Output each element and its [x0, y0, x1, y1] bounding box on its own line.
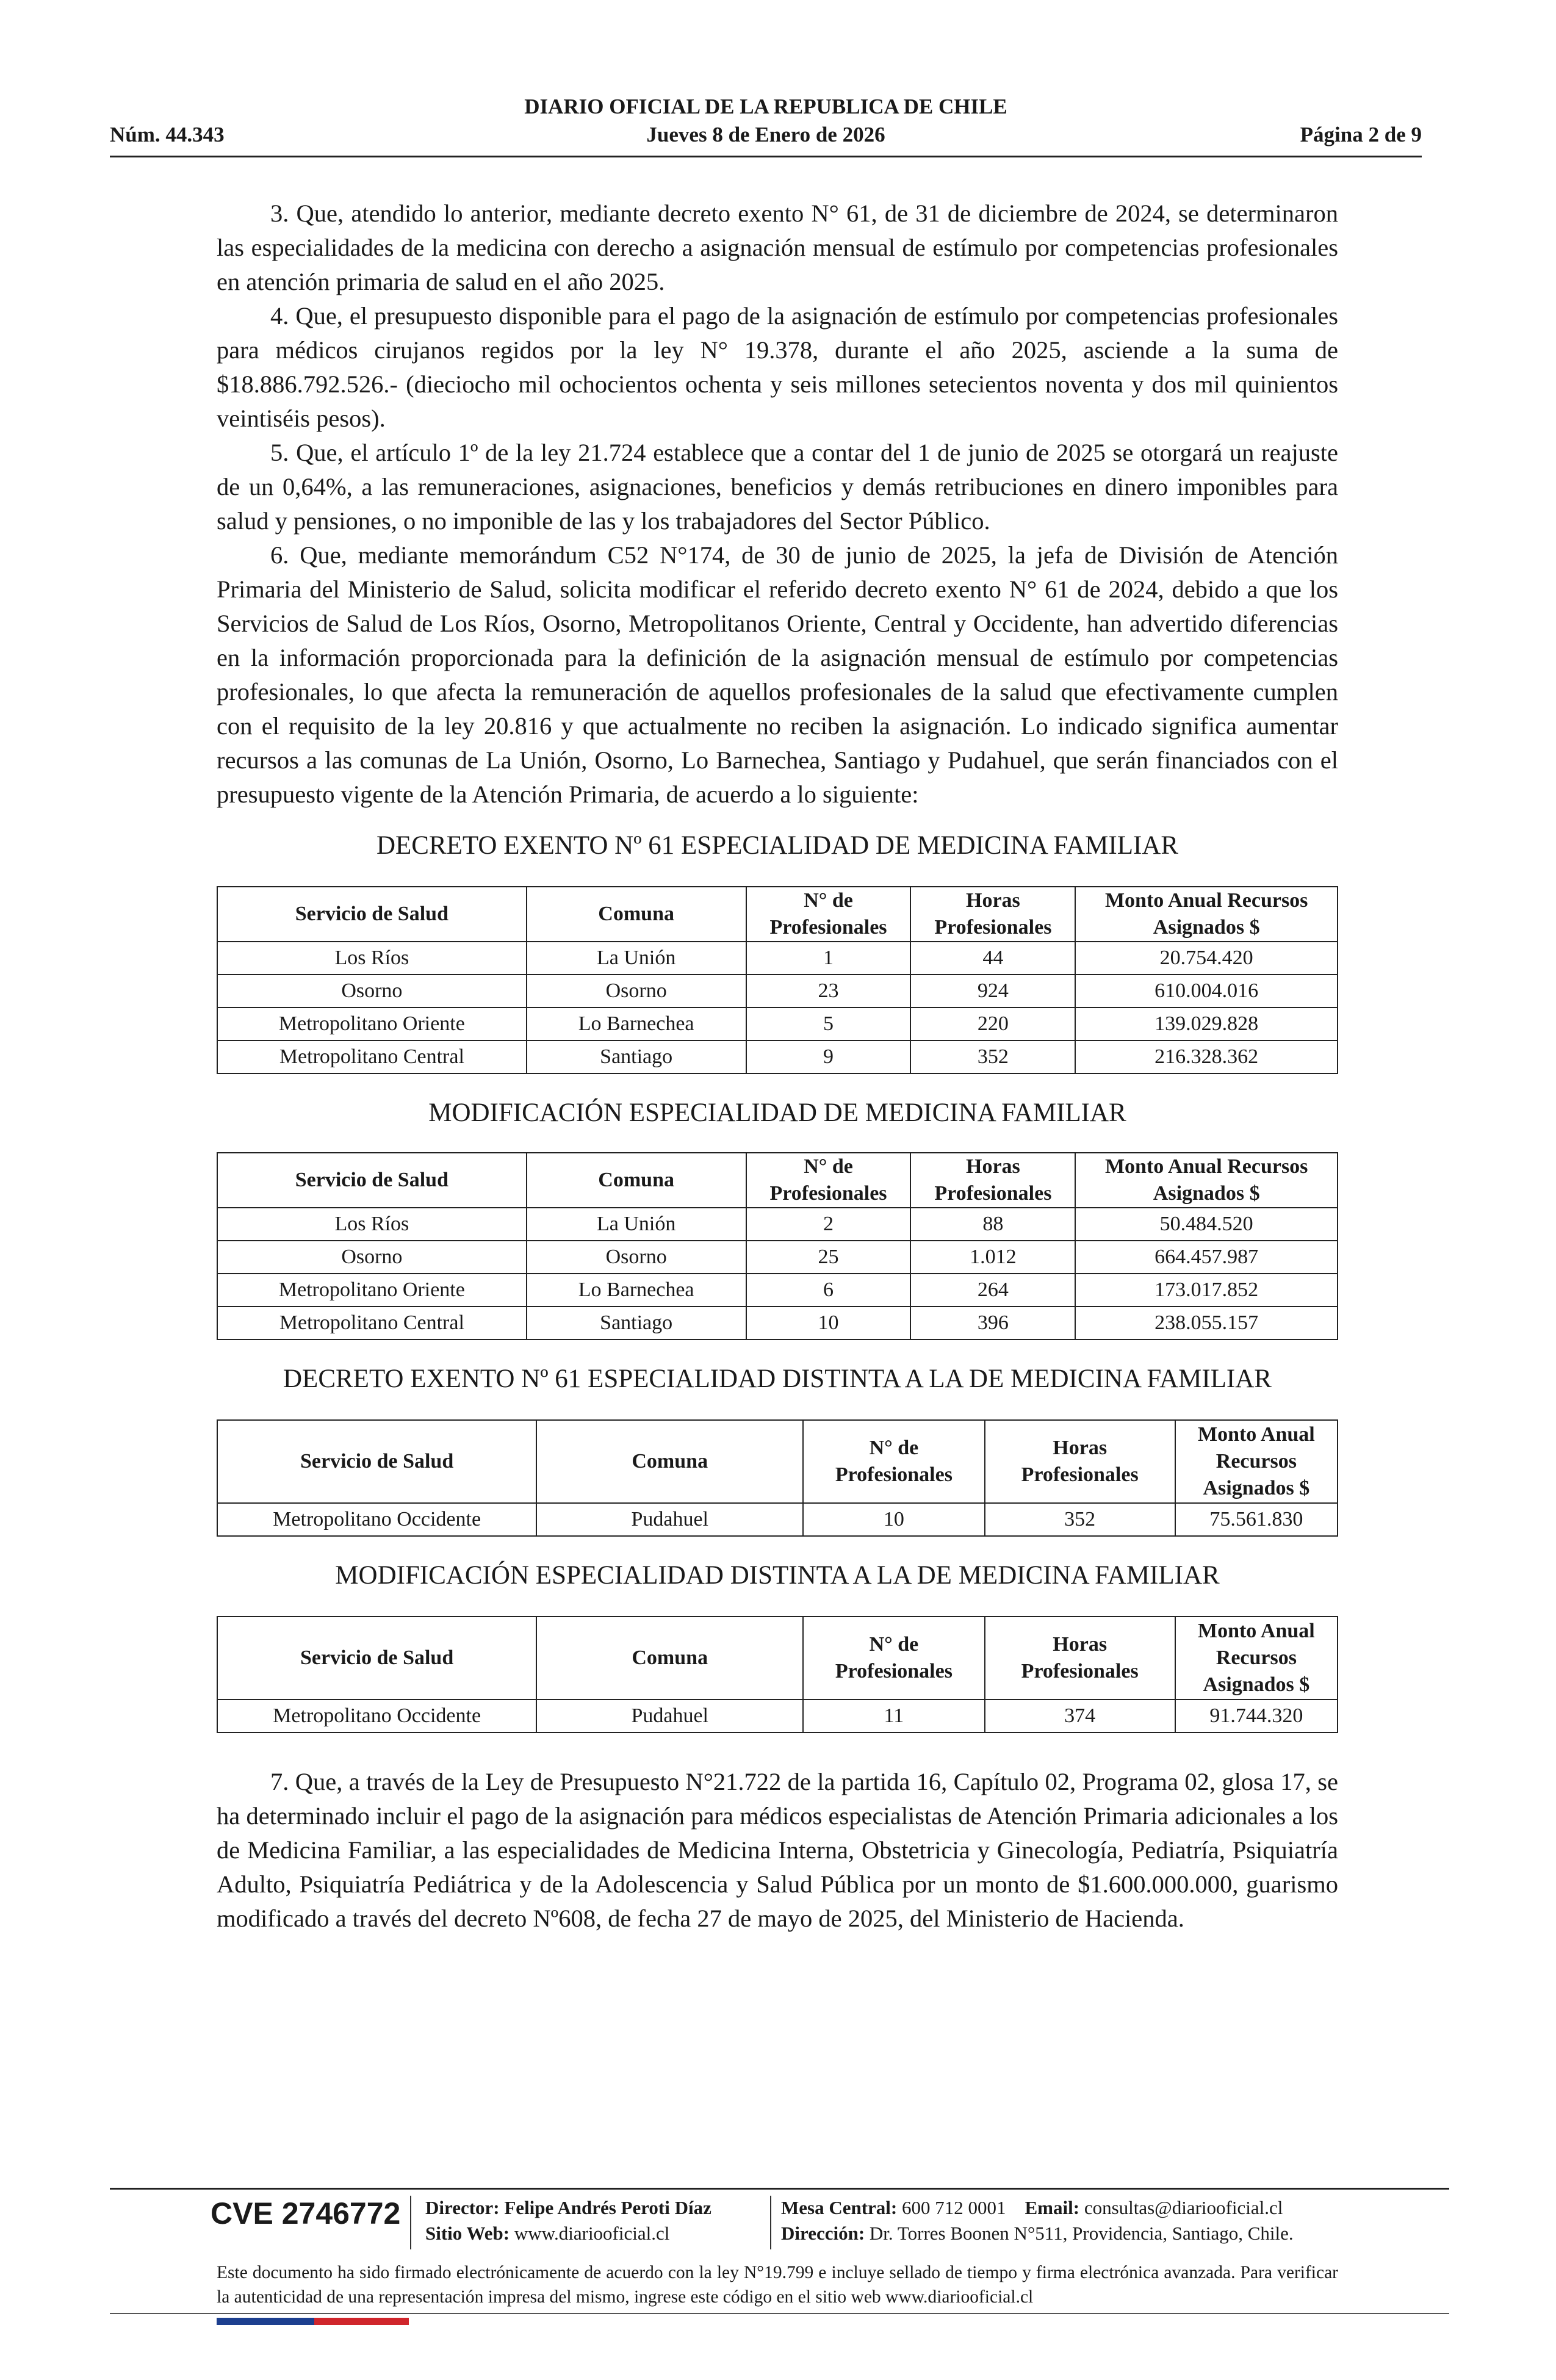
table-2-title: MODIFICACIÓN ESPECIALIDAD DE MEDICINA FAMILIAR — [428, 1098, 1126, 1127]
flag-stripe-red — [314, 2318, 409, 2325]
website-info: Sitio Web: www.diariooficial.cl — [425, 2223, 670, 2244]
table-header-row — [217, 1420, 1338, 1503]
col-horas: Horas Profesionales — [985, 1420, 1175, 1503]
table-cell: 264 — [910, 1274, 1075, 1307]
table-cell: 2 — [746, 1208, 911, 1241]
table-row — [217, 942, 1338, 975]
col-monto: Monto Anual Recursos Asignados $ — [1075, 887, 1338, 942]
table-cell: Metropolitano Oriente — [217, 1008, 527, 1040]
table-cell: 352 — [985, 1503, 1175, 1536]
col-servicio: Servicio de Salud — [217, 1153, 527, 1208]
address-info: Dirección: Dr. Torres Boonen N°511, Providencia, Santiago, Chile. — [781, 2223, 1294, 2244]
table-header-row — [217, 1617, 1338, 1700]
contact-info: Mesa Central: 600 712 0001 Email: consultas@diariooficial.cl — [781, 2197, 1283, 2218]
gazette-title: DIARIO OFICIAL DE LA REPUBLICA DE CHILE — [524, 95, 1007, 118]
col-servicio: Servicio de Salud — [217, 887, 527, 942]
table-cell: Los Ríos — [217, 942, 527, 975]
table-cell: La Unión — [527, 1208, 746, 1241]
footer-divider — [110, 2188, 1449, 2190]
col-comuna: Comuna — [536, 1420, 803, 1503]
col-horas: Horas Profesionales — [910, 1153, 1075, 1208]
table-cell: 238.055.157 — [1075, 1307, 1338, 1340]
table-cell: 6 — [746, 1274, 911, 1307]
table-cell: La Unión — [527, 942, 746, 975]
table-row — [217, 1700, 1338, 1733]
table-decreto-distinta-medicina-familiar — [217, 1419, 1338, 1537]
table-row — [217, 1008, 1338, 1040]
table-cell: Metropolitano Central — [217, 1307, 527, 1340]
table-cell: 10 — [746, 1307, 911, 1340]
table-cell: 44 — [910, 942, 1075, 975]
table-cell: 1.012 — [910, 1241, 1075, 1274]
issue-number: Núm. 44.343 — [110, 123, 225, 146]
col-servicio: Servicio de Salud — [217, 1420, 536, 1503]
col-profesionales: N° de Profesionales — [746, 1153, 911, 1208]
table-cell: 374 — [985, 1700, 1175, 1733]
table-row — [217, 975, 1338, 1008]
table-cell: 11 — [803, 1700, 984, 1733]
table-4-title: MODIFICACIÓN ESPECIALIDAD DISTINTA A LA DE MEDICINA FAMILIAR — [335, 1561, 1220, 1590]
col-profesionales: N° de Profesionales — [746, 887, 911, 942]
table-cell: Metropolitano Occidente — [217, 1503, 536, 1536]
table-cell: 220 — [910, 1008, 1075, 1040]
page-header — [110, 95, 1422, 157]
table-cell: Santiago — [527, 1307, 746, 1340]
table-cell: Metropolitano Occidente — [217, 1700, 536, 1733]
table-cell: 23 — [746, 975, 911, 1008]
website-link[interactable]: www.diariooficial.cl — [514, 2223, 670, 2244]
table-modificacion-distinta-medicina-familiar — [217, 1616, 1338, 1733]
document-body — [217, 197, 1338, 1936]
signature-note: Este documento ha sido firmado electrónicamente de acuerdo con la ley N°19.799 e incluye sellado de tiempo y firma electrónica avanzada. Para verificar la autenticidad de una representación impresa del mismo, ingrese este código en el sitio web www.diariooficial.cl — [217, 2263, 1338, 2307]
table-1-title: DECRETO EXENTO Nº 61 ESPECIALIDAD DE MEDICINA FAMILIAR — [376, 831, 1179, 860]
table-row — [217, 1040, 1338, 1073]
table-cell: Pudahuel — [536, 1700, 803, 1733]
footer-separator — [410, 2196, 411, 2249]
col-horas: Horas Profesionales — [985, 1617, 1175, 1700]
cve-code: CVE 2746772 — [211, 2196, 401, 2230]
table-cell: 610.004.016 — [1075, 975, 1338, 1008]
footer-bottom-divider — [110, 2313, 1449, 2314]
col-comuna: Comuna — [536, 1617, 803, 1700]
table-cell: Pudahuel — [536, 1503, 803, 1536]
email-link[interactable]: consultas@diariooficial.cl — [1084, 2197, 1283, 2218]
paragraph-3: 3. Que, atendido lo anterior, mediante decreto exento N° 61, de 31 de diciembre de 2024, se determinaron las especialidades de la medicina con derecho a asignación mensual de estímulo por competencias profesionales en atención primaria de salud en el año 2025. — [217, 200, 1338, 295]
director-info: Director: Felipe Andrés Peroti Díaz — [425, 2197, 711, 2218]
table-row — [217, 1307, 1338, 1340]
table-row — [217, 1503, 1338, 1536]
table-cell: Osorno — [217, 975, 527, 1008]
col-monto: Monto Anual Recursos Asignados $ — [1175, 1617, 1338, 1700]
table-cell: 352 — [910, 1040, 1075, 1073]
col-servicio: Servicio de Salud — [217, 1617, 536, 1700]
table-cell: Osorno — [527, 975, 746, 1008]
table-modificacion-medicina-familiar — [217, 1152, 1338, 1340]
issue-date: Jueves 8 de Enero de 2026 — [646, 123, 885, 146]
table-cell: 9 — [746, 1040, 911, 1073]
table-cell: 1 — [746, 942, 911, 975]
page-indicator: Página 2 de 9 — [1300, 123, 1422, 146]
table-cell: 25 — [746, 1241, 911, 1274]
table-row — [217, 1274, 1338, 1307]
col-profesionales: N° de Profesionales — [803, 1420, 984, 1503]
col-comuna: Comuna — [527, 1153, 746, 1208]
table-cell: 924 — [910, 975, 1075, 1008]
flag-stripe-blue — [217, 2318, 314, 2325]
table-row — [217, 1241, 1338, 1274]
table-cell: 88 — [910, 1208, 1075, 1241]
table-cell: Osorno — [217, 1241, 527, 1274]
table-cell: 20.754.420 — [1075, 942, 1338, 975]
table-cell: Lo Barnechea — [527, 1274, 746, 1307]
table-header-row — [217, 887, 1338, 942]
table-decreto-medicina-familiar — [217, 886, 1338, 1074]
table-cell: Metropolitano Central — [217, 1040, 527, 1073]
table-cell: 664.457.987 — [1075, 1241, 1338, 1274]
table-cell: 10 — [803, 1503, 984, 1536]
table-cell: 216.328.362 — [1075, 1040, 1338, 1073]
table-cell: Los Ríos — [217, 1208, 527, 1241]
col-comuna: Comuna — [527, 887, 746, 942]
table-cell: 75.561.830 — [1175, 1503, 1338, 1536]
footer-separator — [770, 2196, 771, 2249]
table-cell: 173.017.852 — [1075, 1274, 1338, 1307]
paragraph-4: 4. Que, el presupuesto disponible para el pago de la asignación de estímulo por competencias profesionales para médicos cirujanos regidos por la ley N° 19.378, durante el año 2025, asciende a la suma de $18.886.792.526.- (dieciocho mil ochocientos ochenta y seis millones setecientos noventa y dos mil quinientos veintiséis pesos). — [217, 302, 1338, 432]
col-profesionales: N° de Profesionales — [803, 1617, 984, 1700]
table-cell: Santiago — [527, 1040, 746, 1073]
table-row — [217, 1208, 1338, 1241]
table-header-row — [217, 1153, 1338, 1208]
table-cell: 91.744.320 — [1175, 1700, 1338, 1733]
table-cell: Lo Barnechea — [527, 1008, 746, 1040]
paragraph-6: 6. Que, mediante memorándum C52 N°174, de 30 de junio de 2025, la jefa de División de Atención Primaria del Ministerio de Salud, solicita modificar el referido decreto exento N° 61 de 2024, debido a que los Servicios de Salud de Los Ríos, Osorno, Metropolitanos Oriente, Central y Occidente, han advertido diferencias en la información proporcionada para la definición de la asignación mensual de estímulo por competencias profesionales, lo que afecta la remuneración de aquellos profesionales de la salud que efectivamente cumplen con el requisito de la ley 20.816 y que actualmente no reciben la asignación. Lo indicado significa aumentar recursos a las comunas de La Unión, Osorno, Lo Barnechea, Santiago y Pudahuel, que serán financiados con el presupuesto vigente de la Atención Primaria, de acuerdo a lo siguiente: — [217, 541, 1338, 808]
table-cell: 396 — [910, 1307, 1075, 1340]
table-cell: Metropolitano Oriente — [217, 1274, 527, 1307]
col-monto: Monto Anual Recursos Asignados $ — [1175, 1420, 1338, 1503]
col-horas: Horas Profesionales — [910, 887, 1075, 942]
col-monto: Monto Anual Recursos Asignados $ — [1075, 1153, 1338, 1208]
table-cell: 50.484.520 — [1075, 1208, 1338, 1241]
table-cell: 5 — [746, 1008, 911, 1040]
table-cell: Osorno — [527, 1241, 746, 1274]
table-cell: 139.029.828 — [1075, 1008, 1338, 1040]
paragraph-5: 5. Que, el artículo 1º de la ley 21.724 establece que a contar del 1 de junio de 2025 se otorgará un reajuste de un 0,64%, a las remuneraciones, asignaciones, beneficios y demás retribuciones en dinero imponibles para salud y pensiones, o no imponible de las y los trabajadores del Sector Público. — [217, 439, 1338, 535]
table-3-title: DECRETO EXENTO Nº 61 ESPECIALIDAD DISTINTA A LA DE MEDICINA FAMILIAR — [283, 1365, 1272, 1393]
paragraph-7: 7. Que, a través de la Ley de Presupuesto N°21.722 de la partida 16, Capítulo 02, Programa 02, glosa 17, se ha determinado incluir el pago de la asignación para médicos especialistas de Atención Primaria adicionales a los de Medicina Familiar, a las especialidades de Medicina Interna, Obstetricia y Ginecología, Pediatría, Psiquiatría Adulto, Psiquiatría Pediátrica y de la Adolescencia y Salud Pública por un monto de $1.600.000.000, guarismo modificado a través del decreto Nº608, de fecha 27 de mayo de 2025, del Ministerio de Hacienda. — [217, 1768, 1338, 1932]
